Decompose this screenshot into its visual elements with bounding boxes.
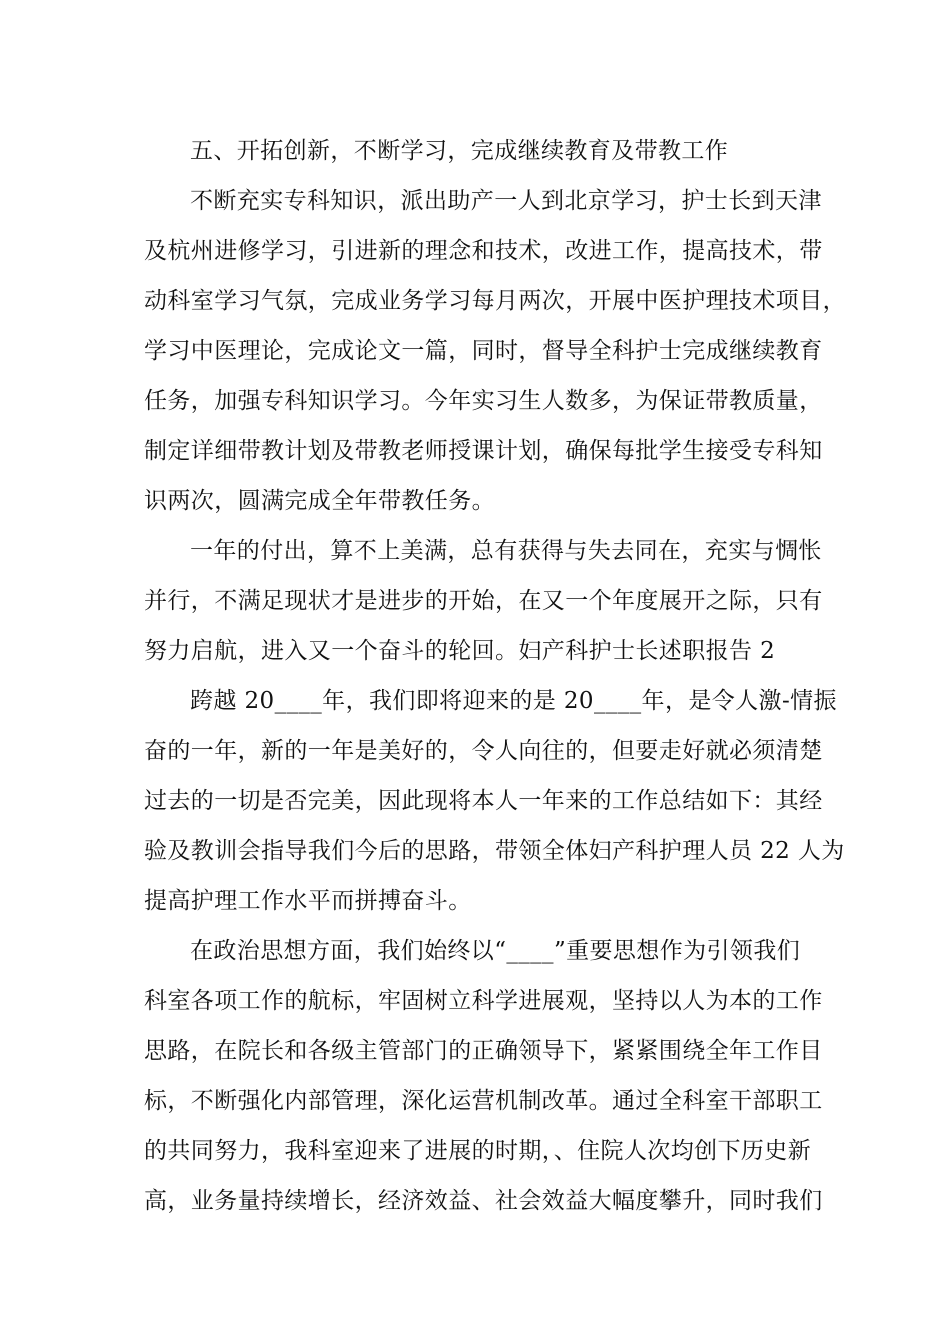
paragraph-line: 并行，不满足现状才是进步的开始，在又一个年度展开之际，只有: [144, 588, 823, 614]
paragraph-line: 思路，在院长和各级主管部门的正确领导下，紧紧围绕全年工作目: [144, 1038, 823, 1064]
paragraph-line: 标，不断强化内部管理，深化运营机制改革。通过全科室干部职工: [144, 1088, 823, 1114]
paragraph-line: 在政治思想方面，我们始终以“____”重要思想作为引领我们: [190, 938, 801, 964]
paragraph-line: 验及教训会指导我们今后的思路，带领全体妇产科护理人员 22 人为: [144, 838, 845, 864]
section-heading: 五、开拓创新，不断学习，完成继续教育及带教工作: [190, 138, 729, 164]
paragraph-line: 努力启航，进入又一个奋斗的轮回。妇产科护士长述职报告 2: [144, 638, 776, 664]
paragraph-line: 高，业务量持续增长，经济效益、社会效益大幅度攀升，同时我们: [144, 1188, 823, 1214]
paragraph-line: 提高护理工作水平而拼搏奋斗。: [144, 888, 472, 914]
paragraph-line: 跨越 20____年，我们即将迎来的是 20____年，是令人激-情振: [190, 688, 837, 714]
paragraph-line: 学习中医理论，完成论文一篇，同时，督导全科护士完成继续教育: [144, 338, 823, 364]
paragraph-line: 识两次，圆满完成全年带教任务。: [144, 488, 495, 514]
paragraph-line: 任务，加强专科知识学习。今年实习生人数多，为保证带教质量，: [144, 388, 823, 414]
paragraph-line: 一年的付出，算不上美满，总有获得与失去同在，充实与惆怅: [190, 538, 822, 564]
paragraph-line: 的共同努力，我科室迎来了进展的时期，、住院人次均创下历史新: [144, 1138, 812, 1164]
paragraph-line: 科室各项工作的航标，牢固树立科学进展观，坚持以人为本的工作: [144, 988, 823, 1014]
paragraph-line: 制定详细带教计划及带教老师授课计划，确保每批学生接受专科知: [144, 438, 823, 464]
paragraph-line: 过去的一切是否完美，因此现将本人一年来的工作总结如下：其经: [144, 788, 823, 814]
paragraph-line: 不断充实专科知识，派出助产一人到北京学习，护士长到天津: [190, 188, 822, 214]
paragraph-line: 及杭州进修学习，引进新的理念和技术，改进工作，提高技术，带: [144, 238, 823, 264]
paragraph-line: 奋的一年，新的一年是美好的，令人向往的，但要走好就必须清楚: [144, 738, 823, 764]
paragraph-line: 动科室学习气氛，完成业务学习每月两次，开展中医护理技术项目，: [144, 288, 846, 314]
